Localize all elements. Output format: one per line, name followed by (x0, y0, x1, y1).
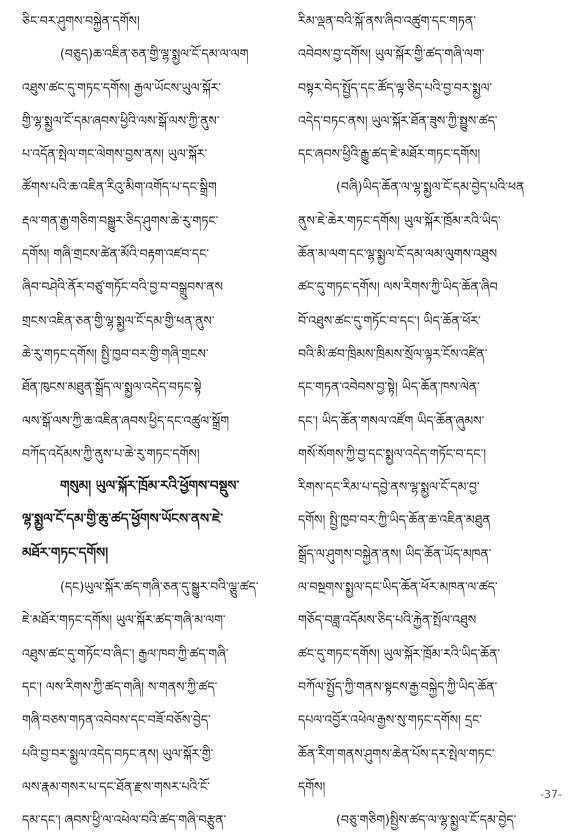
text-line: གསུམ། ཡུལ་སྐོར་ཁྲོམ་རའི་ཕྱོགས་བསྡུས་ (60, 478, 240, 495)
text-line: དགོས། གཞི་གྲངས་ཚེན་མོའི་བརྟག་འཛབ་དང་ (22, 246, 209, 262)
text-line: པ་འདོན་སྤེལ་གང་ལེགས་བྱས་ནས། ཡུལ་སྐོར་ (22, 146, 208, 162)
text-line: བཀོད་འདོམས་ཀྱི་ནུས་པ་ཆེ་རུ་གཏང་དགོས། (22, 445, 200, 461)
text-line: རིམ་ལྡན་བའི་སྐོ་ནས་ཞིབ་འཚུག་དང་གཏན་ (298, 13, 476, 28)
text-line: ཇེ་མཐོར་གཏང་དགོས། ཡུལ་སྐོར་ཚད་གཞི་མ་ལག་ (22, 612, 226, 628)
text-line: (བཅུ་གཅིག)སྤྱིས་ཚད་ལ་ལྷ་སྨྱལ་ངོ་དམ་བྱེད་ (336, 812, 517, 828)
text-line: དམ་དང་། ཞབས་ཕྱི་ལ་འཕེལ་བའི་ཚད་གཞི་བརྩུན་ (22, 812, 227, 828)
text-line: ལྷ་སྨྱལ་ངོ་དམ་གྱི་ཆུ་ཚད་ཕྱོགས་ཡོངས་ནས་ཇེ་ (22, 511, 224, 528)
text-line: (བཅུད)ཆ་འཇིན་ཅན་གྱི་ལྷ་སྨྱལ་ངོ་དམ་ལ་ལག (60, 46, 249, 62)
text-line: ཆོན་རིག་གནས་ཤུགས་ཆེན་པོས་དར་སྤེལ་གཏང་ (298, 745, 495, 761)
text-line: གྱི་ལྷ་སྨྱལ་ངོ་དམ་ཞབས་ཕྱིའི་ལས་སྒོ་ལས་ཀྱི་ནུས་ (22, 112, 220, 128)
left-text-column (22, 4, 288, 836)
text-line: ལས་སྒོ་ལས་ཀྱི་ཆ་འཇིན་ཞབས་ཕྱིད་དང་འཚུལ་སྒྲོག (22, 412, 229, 428)
text-line: རྡལ་གན་རྒྱ་གཅིག་བསྒྱུར་ཅིད་ཤུགས་ཆེ་རུ་གཏང་ (22, 212, 219, 228)
text-line: གྲངས་འཇིན་ཅན་གྱི་ལྷ་སྨྱལ་ངོ་དམ་གྱི་ཕན་ནུས་ (22, 312, 215, 328)
text-line: དང་། ལས་རིགས་ཀྱི་ཚད་གཞི། ས་གནས་ཀྱི་ཚད་ (22, 678, 218, 694)
text-line: བསྟར་བེད་སྤྱོད་དང་ཚོད་ལྟ་ཅིད་པའི་བྱ་བར་སྨྱལ་ (298, 79, 493, 95)
text-line: དང་ཞབས་ཕྱིའི་རྒྱུ་ཚད་ཇེ་མཐོར་གཏང་དགོས། (298, 146, 481, 162)
text-line: དཔལ་འབྱོར་འཕེལ་རྒྱས་སུ་གཏང་དགོས། དྲང་ (298, 712, 482, 728)
text-line: མཐོར་གཏང་དགོས། (22, 544, 109, 561)
right-text-column (298, 4, 564, 836)
text-line: སྒྲོད་ལ་ཤུགས་བསྐྱེན་ནས། ཡིད་ཆོན་ཡོད་མཁན་ (298, 545, 492, 561)
text-line: (དང)ཡུལ་སྐོར་ཚད་གཞི་ཅན་དུ་སྒྱུར་བའི་ལྕུ་ཚད་ (60, 579, 259, 595)
text-line: ལ་བསྔགས་སྨྱལ་དང་ཡིད་ཆོན་ཕོར་མཁན་ལ་ཚད་ (298, 579, 498, 595)
text-line: གསོ་སོགས་ཀྱི་བྱ་དང་སྨྱལ་འདེད་གཏོང་བ་དང་། (298, 445, 487, 461)
text-line: བའི་མི་ཚབ་ཁྲིམས་ཁྲིམས་སྲོལ་ལྟར་ངོས་འཛིན་ (298, 345, 488, 361)
text-line: བཀོལ་སྤྱོད་ཀྱི་གནས་སྟངས་རྒྱ་བསྐྱེད་ཀྱི་ཡིད་ཆོན་ (298, 678, 498, 694)
text-line: ཚོགས་པའི་ཆ་འཇིན་རིའུ་མིག་འགོད་པ་དང་སྒྲིག (22, 179, 217, 195)
text-line: དགོས། (298, 778, 326, 794)
page-number: -37- (540, 788, 562, 801)
text-line: དགོས། སྤྱི་ཁྱབ་བར་ཀྱི་ཡིད་ཆོན་ཆ་འཇིན་མཐུན (298, 512, 491, 528)
text-line: འབེབས་བྱ་དགོས། ཡུལ་སྐོར་གྱི་ཚད་གཞི་ལག་ (298, 46, 485, 62)
text-line: (བཞི)ཡིད་ཆོན་ལ་ལྷ་སྨྱལ་ངོ་དམ་བྱེད་པའི་ཕན (336, 179, 525, 195)
text-line: གཞི་བཅས་གཏན་འབེབས་དང་བཟོ་བཅོས་བྱེད་ (22, 712, 211, 728)
text-line: དང་གཏན་འབེབས་བྱ་སྟེ། ཡིད་ཆོན་ཁས་ལེན་ (298, 379, 480, 395)
text-line: བོ་འཐུས་ཚང་དུ་གཏོང་བ་དང་། ཡིད་ཆོན་ཕོར་ (298, 312, 481, 328)
text-line: ཞིབ་བཤེའི་ནོར་བཙུ་གཏོང་བའི་བྱ་བ་བསྒྲུབས་ནས (22, 279, 223, 295)
text-line: ཚང་དུ་གཏང་དགོས། ལས་རིགས་ཀྱི་ཡིད་ཆོན་ཞིབ (298, 279, 498, 295)
text-line: ལས་རྣམ་གསར་པ་དང་ཐོན་རྫས་གསར་པའི་ངོ་ (22, 778, 210, 794)
text-line: རིགས་དང་རིམ་པ་དབྱེ་ནས་ལྷ་སྨྱལ་ངོ་དམ་བྱ་ (298, 479, 480, 495)
text-line: འདེད་བཏང་ནས། ཡུལ་སྐོར་ཐོན་ཟུས་ཀྱི་སྤྱུས་ཚད་ (298, 112, 498, 128)
text-line: གཅོད་བཟླ་འདོམས་ཅིད་པའི་རྐྱེན་སྤོལ་འཐུས (298, 612, 477, 628)
text-line: འཐུས་ཚང་དུ་གཏོང་བ་ཞིང་། རྒྱལ་ཁབ་ཀྱི་ཚད་གཞི་ (22, 645, 229, 661)
text-line: ཅིང་བར་ཤུགས་བསྐྱེན་དགོས། (22, 13, 140, 28)
text-line: ནུས་ཇེ་ཆེར་གཏང་དགོས། ཡུལ་སྐོར་ཁྲོམ་རའི་ཡིད་ (298, 212, 501, 228)
text-line: པའི་བྱ་བར་སྨྱལ་འདེད་བཏང་ནས། ཡུལ་སྐོར་གྱི་ (22, 745, 214, 761)
text-line: ཚང་དུ་གཏང་དགོས། ཡུལ་སྐོར་ཁྲོམ་རའི་ཡིད་ཆོན་ (298, 645, 501, 661)
text-line: དང་། ཡིད་ཆོན་གསལ་འཛོག ཡིད་ཆོན་ཞུམས་ (298, 412, 485, 428)
text-line: ཆོན་མ་ལག་དང་ལྷ་སྨྱལ་ངོ་དམ་ལམ་ལུགས་འཐུས (298, 246, 498, 262)
text-line: ཐོན་ཁུངས་མཐུན་སྒྲོད་ལ་སྨྱལ་འདེད་བཏང་སྟེ (22, 379, 202, 395)
text-line: ཆེ་རུ་གཏང་དགོས། སྤྱི་ཁྱབ་བར་གྱི་གཞི་གྲངས་ (22, 345, 209, 361)
text-line: འཐུས་ཚང་དུ་གཏང་དགོས། རྒྱལ་ཡོངས་ཡུལ་སྐོར་ (22, 79, 221, 95)
